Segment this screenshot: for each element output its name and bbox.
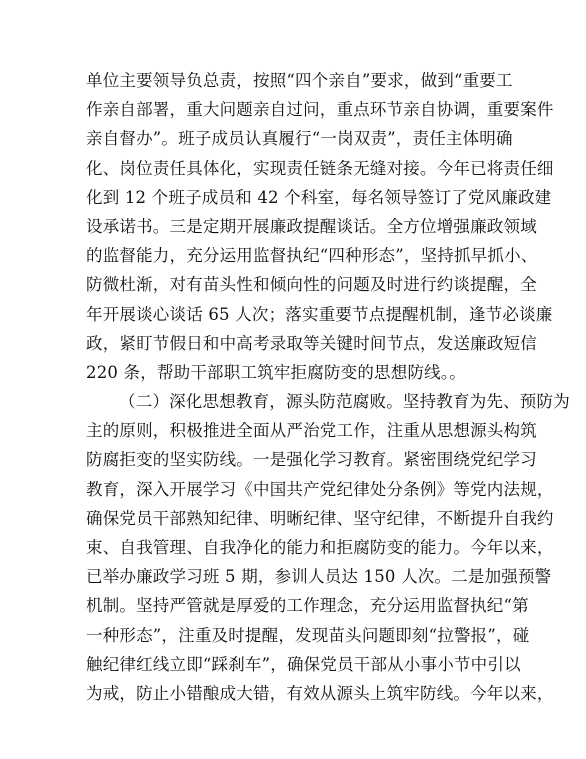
text-line: 主的原则，积极推进全面从严治党工作，注重从思想源头构筑 <box>86 421 537 441</box>
text-line: 年开展谈心谈话 65 人次；落实重要节点提醒机制，逢节必谈廉 <box>86 304 553 324</box>
text-line: 作亲自部署，重大问题亲自过问，重点环节亲自协调，重要案件 <box>86 100 554 120</box>
text-line: 单位主要领导负总责，按照“四个亲自”要求，做到“重要工 <box>86 71 513 90</box>
text-line: 的监督能力，充分运用监督执纪“四种形态”，坚持抓早抓小、 <box>86 246 538 266</box>
text-line: 教育，深入开展学习《中国共产党纪律处分条例》等党内法规， <box>86 479 554 499</box>
text-line: 亲自督办”。班子成员认真履行“一岗双责”，责任主体明确 <box>86 129 513 149</box>
text-line: 确保党员干部熟知纪律、明晰纪律、坚守纪律，不断提升自我约 <box>86 508 554 528</box>
text-line: 防腐拒变的坚实防线。一是强化学习教育。紧密围绕党纪学习 <box>86 450 537 470</box>
text-line: 设承诺书。三是定期开展廉政提醒谈话。全方位增强廉政领域 <box>86 216 537 236</box>
text-line: 化、岗位责任具体化，实现责任链条无缝对接。今年已将责任细 <box>86 158 554 178</box>
text-line: 已举办廉政学习班 5 期，参训人员达 150 人次。二是加强预警 <box>86 567 552 587</box>
text-line: （二）深化思想教育，源头防范腐败。坚持教育为先、预防为 <box>119 392 570 412</box>
body-text <box>86 66 570 708</box>
text-line: 为戒，防止小错酿成大错，有效从源头上筑牢防线。今年以来， <box>86 683 554 703</box>
text-line: 防微杜渐，对有苗头性和倾向性的问题及时进行约谈提醒，全 <box>86 275 537 295</box>
text-line: 触纪律红线立即“踩刹车”，确保党员干部从小事小节中引以 <box>86 654 521 674</box>
text-line: 机制。坚持严管就是厚爱的工作理念，充分运用监督执纪“第 <box>86 596 529 616</box>
text-line: 化到 12 个班子成员和 42 个科室，每名领导签订了党风廉政建 <box>86 187 552 207</box>
text-line: 政，紧盯节假日和中高考录取等关键时间节点，发送廉政短信 <box>86 333 537 353</box>
text-line: 束、自我管理、自我净化的能力和拒腐防变的能力。今年以来， <box>86 538 554 557</box>
paragraph-2 <box>86 387 570 708</box>
text-line: 一种形态”，注重及时提醒，发现苗头问题即刻“拉警报”，碰 <box>86 625 530 645</box>
text-line: 220 条，帮助干部职工筑牢拒腐防变的思想防线。。 <box>86 362 466 382</box>
paragraph-1 <box>86 66 554 387</box>
